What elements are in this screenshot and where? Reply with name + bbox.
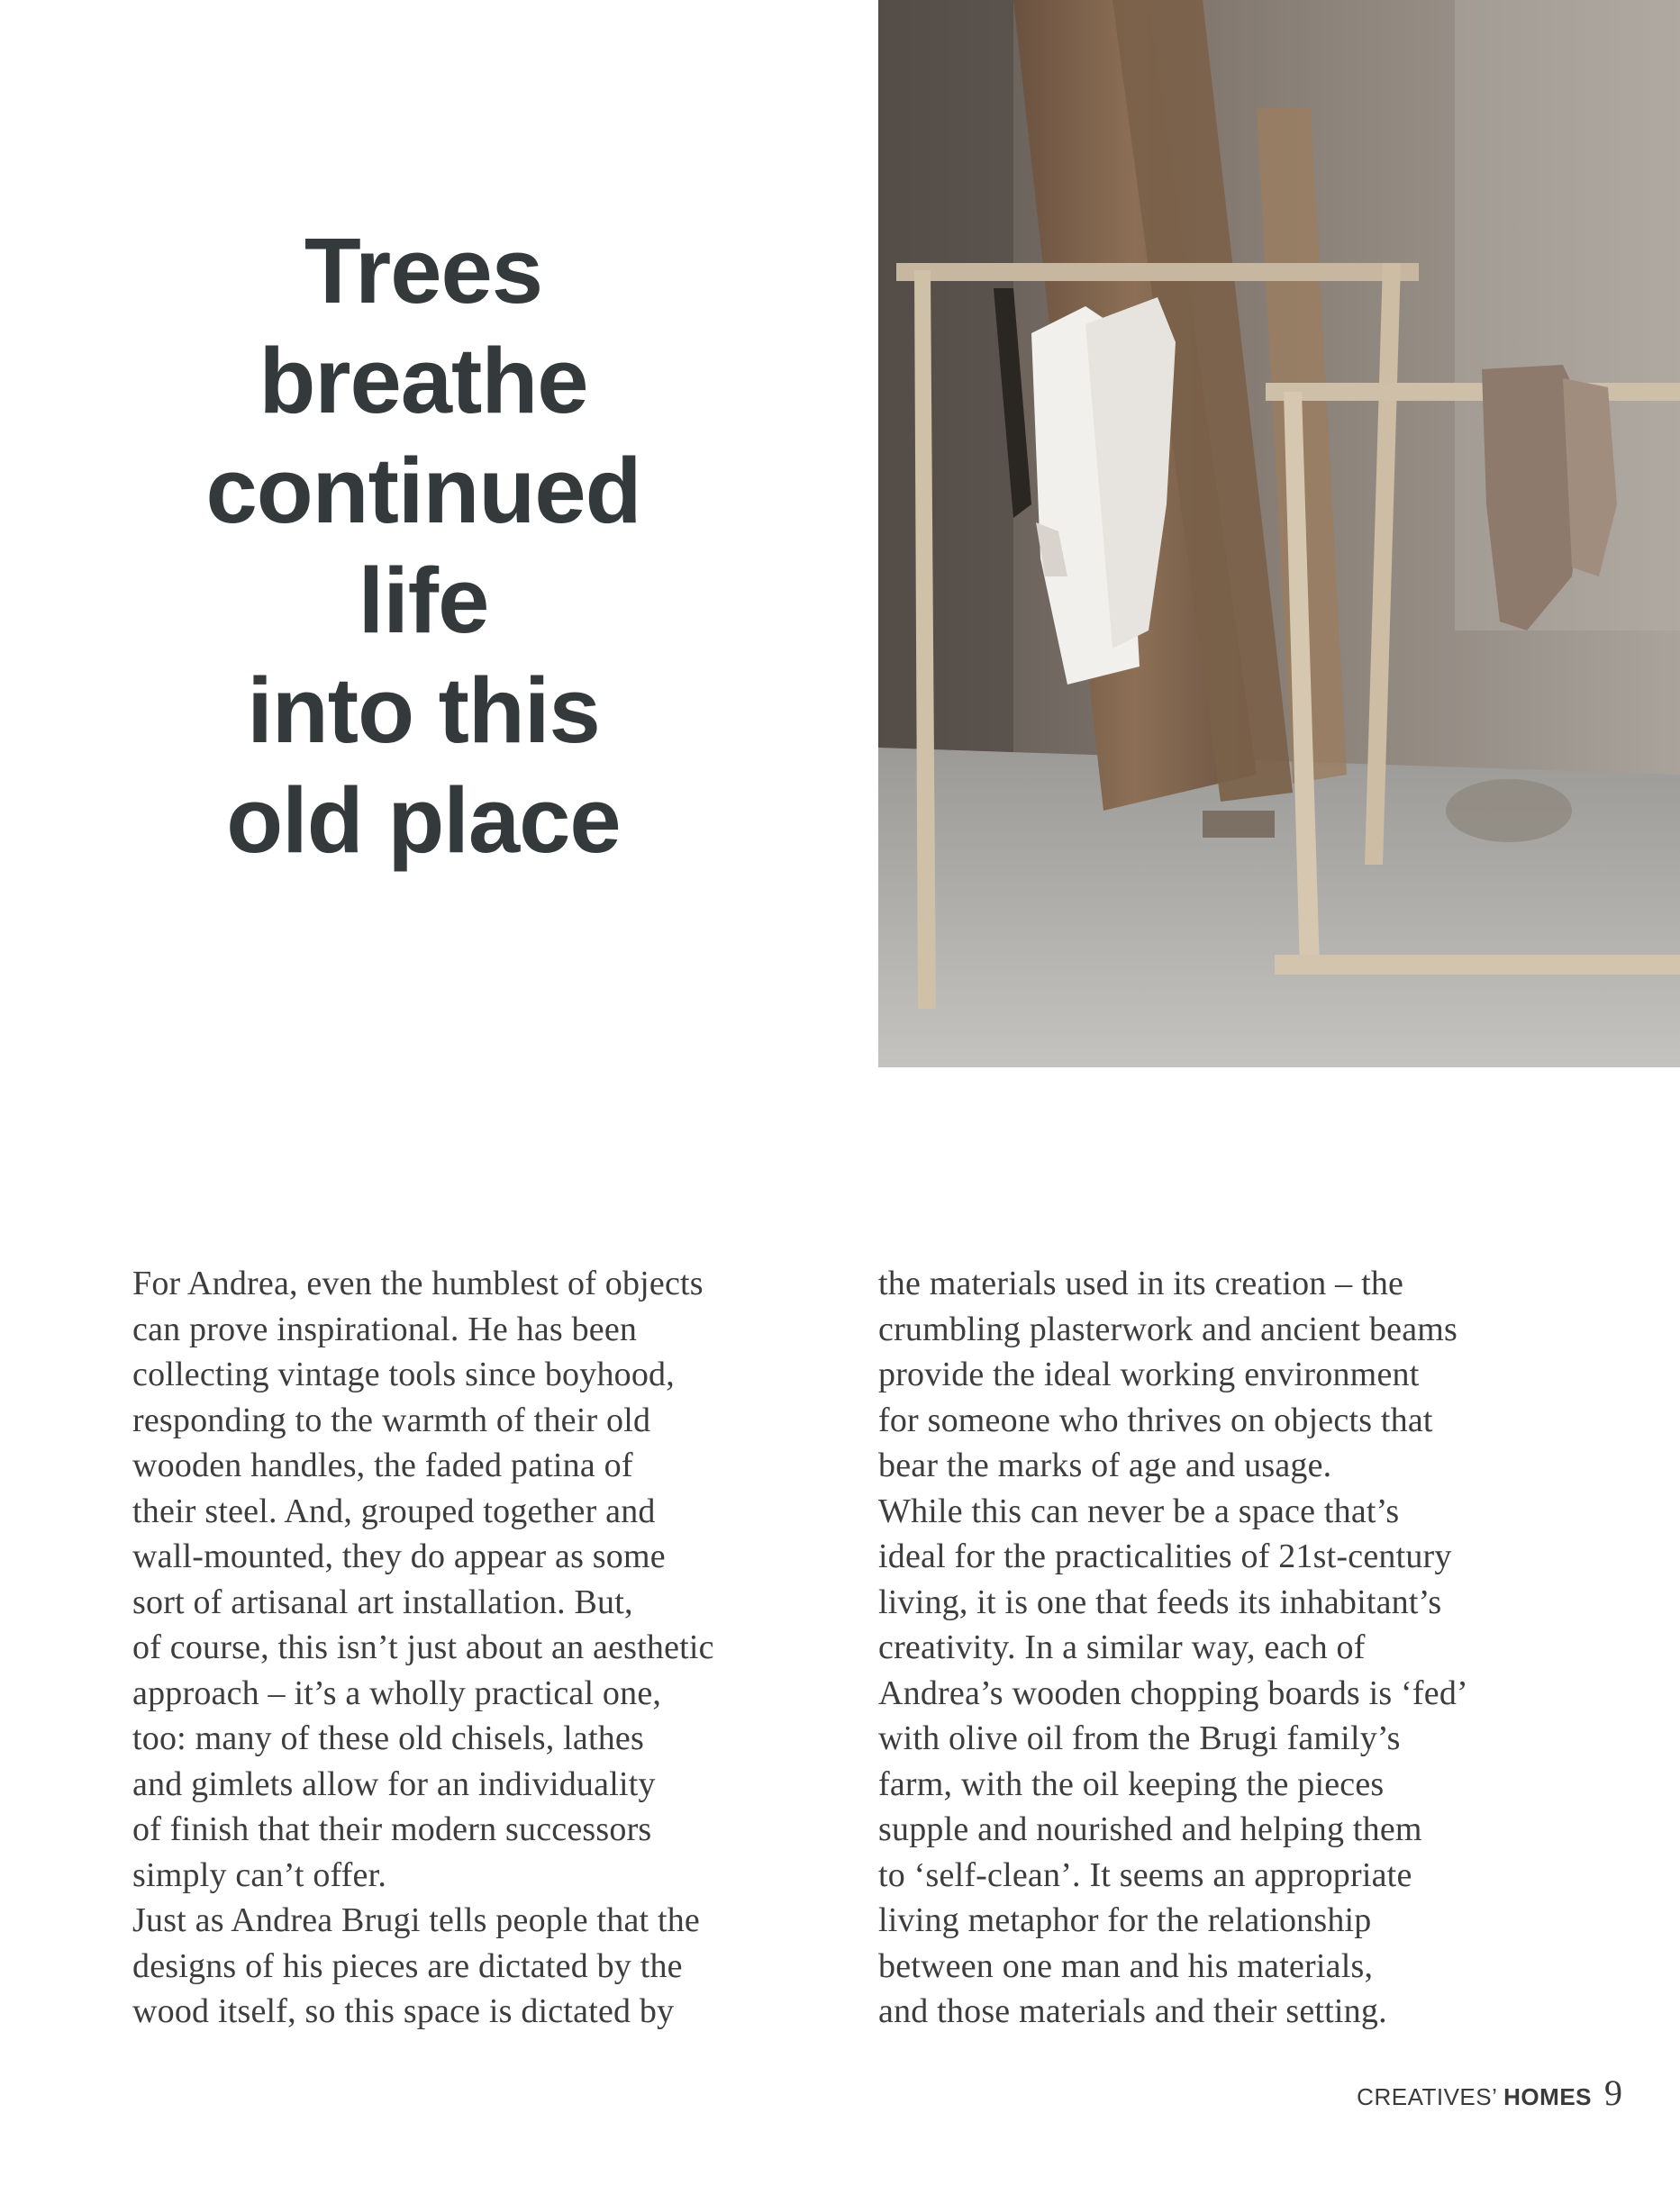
body-text-line: wood itself, so this space is dictated by — [132, 1992, 675, 2030]
body-text-line: Just as Andrea Brugi tells people that the — [132, 1901, 701, 1939]
body-text-line: supple and nourished and helping them — [878, 1810, 1422, 1848]
body-text-line: approach – it’s a wholly practical one, — [132, 1673, 662, 1712]
section-name-prefix: CREATIVES’ — [1357, 2083, 1504, 2110]
pull-quote-line: into this — [247, 658, 600, 762]
pull-quote-line: Trees — [304, 219, 543, 322]
body-text-right-column — [878, 1261, 1563, 2035]
body-text-line: and those materials and their setting. — [878, 1992, 1387, 2030]
body-text-line: bear the marks of age and usage. — [878, 1447, 1332, 1484]
body-text-line: of course, this isn’t just about an aesthetic — [132, 1628, 714, 1666]
pull-quote-line: life — [358, 549, 489, 652]
pull-quote-line: old place — [226, 768, 621, 872]
body-text-line: For Andrea, even the humblest of objects — [132, 1265, 704, 1302]
body-text-line: simply can’t offer. — [132, 1855, 387, 1894]
body-text-line: farm, with the oil keeping the pieces — [878, 1764, 1385, 1803]
body-text-line: designs of his pieces are dictated by the — [132, 1946, 683, 1985]
body-text-line: living metaphor for the relationship — [878, 1901, 1372, 1939]
body-text-line: ideal for the practicalities of 21st-century — [878, 1537, 1452, 1575]
body-text-line: wall-mounted, they do appear as some — [132, 1537, 666, 1575]
section-name — [1357, 2083, 1592, 2111]
section-name-bold: HOMES — [1503, 2083, 1592, 2110]
body-text-line: living, it is one that feeds its inhabitant’s — [878, 1583, 1442, 1621]
body-text-line: for someone who thrives on objects that — [878, 1401, 1433, 1439]
body-text-line: between one man and his materials, — [878, 1946, 1374, 1985]
pull-quote-line: breathe — [259, 329, 588, 432]
body-text-line: sort of artisanal art installation. But, — [132, 1583, 633, 1621]
body-text-left-column — [132, 1261, 781, 2035]
pull-quote-line: continued — [205, 439, 641, 542]
body-text-line: creativity. In a similar way, each of — [878, 1628, 1366, 1666]
body-text-line: provide the ideal working environment — [878, 1356, 1420, 1393]
body-text-line: with olive oil from the Brugi family’s — [878, 1719, 1401, 1757]
body-text-line: collecting vintage tools since boyhood, — [132, 1356, 675, 1393]
body-text-line: to ‘self-clean’. It seems an appropriate — [878, 1855, 1412, 1894]
body-text-line: crumbling plasterwork and ancient beams — [878, 1310, 1458, 1348]
body-text-line: Andrea’s wooden chopping boards is ‘fed’ — [878, 1673, 1468, 1712]
page-footer — [1357, 2072, 1622, 2114]
body-text-line: and gimlets allow for an individuality — [132, 1764, 656, 1803]
body-text-line: can prove inspirational. He has been — [132, 1310, 638, 1348]
body-text-line: responding to the warmth of their old — [132, 1401, 651, 1439]
body-text-line: the materials used in its creation – the — [878, 1265, 1404, 1302]
page-number: 9 — [1604, 2072, 1622, 2113]
photo-wooden-clothes-rails-image — [878, 0, 1680, 1067]
photo-wooden-clothes-rails — [878, 0, 1680, 1067]
body-text-line: too: many of these old chisels, lathes — [132, 1719, 644, 1757]
body-text-line: While this can never be a space that’s — [878, 1492, 1400, 1530]
body-text-line: their steel. And, grouped together and — [132, 1492, 656, 1530]
body-text-line: of finish that their modern successors — [132, 1810, 652, 1848]
body-text-line: wooden handles, the faded patina of — [132, 1447, 633, 1484]
pull-quote — [81, 216, 766, 875]
